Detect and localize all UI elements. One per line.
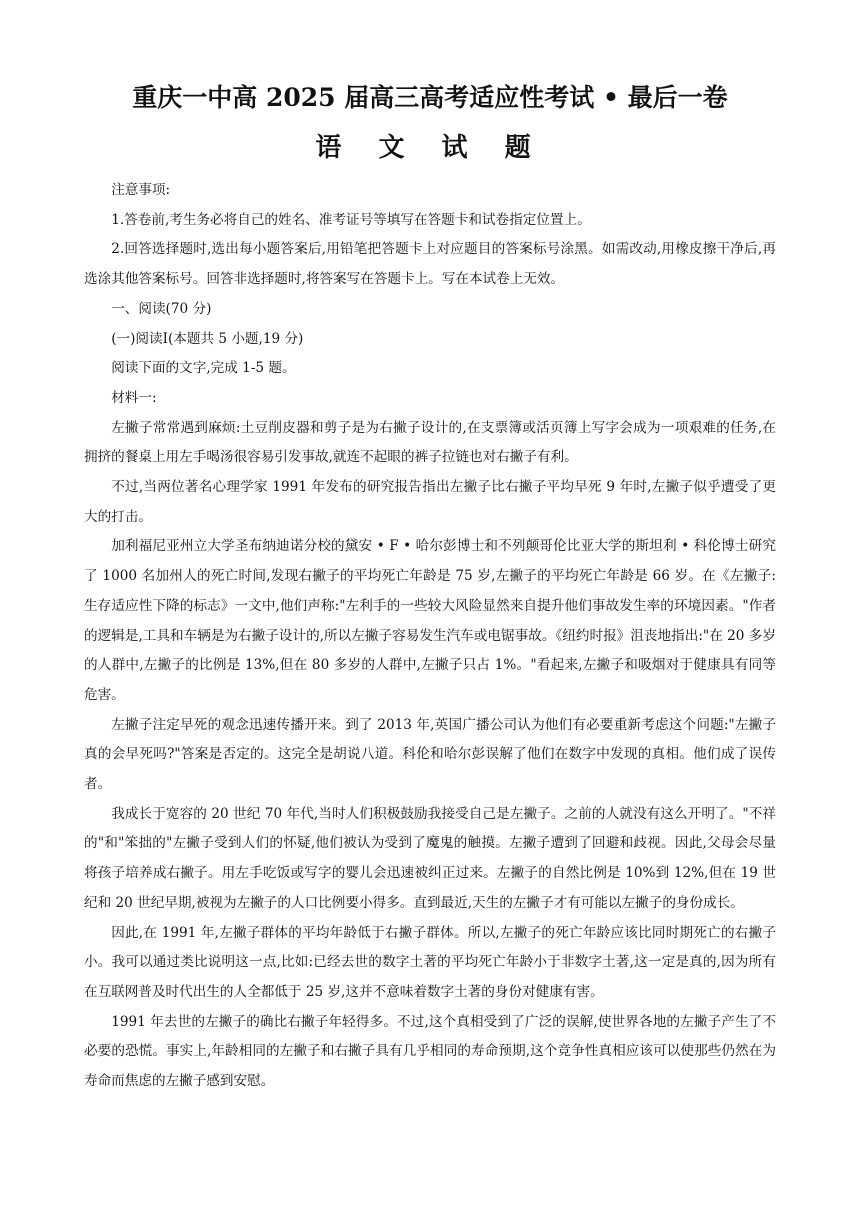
body-paragraph: 左撇子注定早死的观念迅速传播开来。到了 2013 年,英国广播公司认为他们有必要重新考虑这个问题:"左撇子真的会早死吗?"答案是否定的。这完全是胡说八道。科伦和哈尔彭误解了他们在数字中发现的真相。他们成了误传者。 — [84, 716, 776, 793]
body-paragraph: 1991 年去世的左撇子的确比右撇子年轻得多。不过,这个真相受到了广泛的误解,使世界各地的左撇子产生了不必要的恐慌。事实上,年龄相同的左撇子和右撇子具有几乎相同的寿命预期,这个竞争性真相应该可以使那些仍然在为寿命而焦虑的左撇子感到安慰。 — [84, 1013, 776, 1090]
reading-instruction: 阅读下面的文字,完成 1-5 题。 — [111, 360, 296, 377]
subsection-heading: (一)阅读Ⅰ(本题共 5 小题,19 分) — [111, 330, 304, 347]
body-paragraph: 加利福尼亚州立大学圣布纳迪诺分校的黛安 • F • 哈尔彭博士和不列颠哥伦比亚大学的斯坦利 • 科伦博士研究了 1000 名加州人的死亡时间,发现右撇子的平均死亡年龄是 75 岁,左撇子的平均死亡年龄是 66 岁。在《左撇子:生存适应性下降的标志》一文中,他们声称:"左利手的一些较大风险显然来自提升他们事故发生率的环境因素。"作者的逻辑是,工具和车辆是为右撇子设计的,所以左撇子容易发生汽车或电锯事故。《纽约时报》沮丧地指出:"在 20 多岁的人群中,左撇子的比例是 13%,但在 80 多岁的人群中,左撇子只占 1%。"看起来,左撇子和吸烟对于健康具有同等危害。 — [84, 538, 776, 703]
material-label: 材料一: — [111, 389, 157, 406]
section-heading: 一、阅读(70 分) — [111, 300, 212, 317]
exam-subject-title: 语 文 试 题 — [315, 133, 545, 163]
body-paragraph: 左撇子常常遇到麻烦:土豆削皮器和剪子是为右撇子设计的,在支票簿或活页簿上写字会成为一项艰难的任务,在拥挤的餐桌上用左手喝汤很容易引发事故,就连不起眼的裤子拉链也对右撇子有利。 — [84, 419, 776, 466]
exam-title: 重庆一中高 2025 届高三高考适应性考试 • 最后一卷 — [132, 83, 728, 112]
exam-page — [84, 80, 776, 1097]
notice-item-2: 2.回答选择题时,选出每小题答案后,用铅笔把答题卡上对应题目的答案标号涂黑。如需改动,用橡皮擦干净后,再选涂其他答案标号。回答非选择题时,将答案写在答题卡上。写在本试卷上无效。 — [84, 241, 776, 288]
notice-item-1: 1.答卷前,考生务必将自己的姓名、准考证号等填写在答题卡和试卷指定位置上。 — [111, 211, 591, 228]
notice-heading: 注意事项: — [111, 182, 171, 198]
body-paragraph: 因此,在 1991 年,左撇子群体的平均年龄低于右撇子群体。所以,左撇子的死亡年龄应该比同时期死亡的右撇子小。我可以通过类比说明这一点,比如:已经去世的数字土著的平均死亡年龄小于非数字土著,这一定是真的,因为所有在互联网普及时代出生的人全都低于 25 岁,这并不意味着数字土著的身份对健康有害。 — [84, 924, 776, 1000]
body-paragraph: 我成长于宽容的 20 世纪 70 年代,当时人们积极鼓励我接受自己是左撇子。之前的人就没有这么开明了。"不祥的"和"笨拙的"左撇子受到人们的怀疑,他们被认为受到了魔鬼的触摸。左撇子遭到了回避和歧视。因此,父母会尽量将孩子培养成右撇子。用左手吃饭或写字的婴儿会迅速被纠正过来。左撇子的自然比例是 10%到 12%,但在 19 世纪和 20 世纪早期,被视为左撇子的人口比例要小得多。直到最近,天生的左撇子才有可能以左撇子的身份成长。 — [84, 805, 776, 911]
body-paragraph: 不过,当两位著名心理学家 1991 年发布的研究报告指出左撇子比右撇子平均早死 9 年时,左撇子似乎遭受了更大的打击。 — [84, 479, 776, 525]
